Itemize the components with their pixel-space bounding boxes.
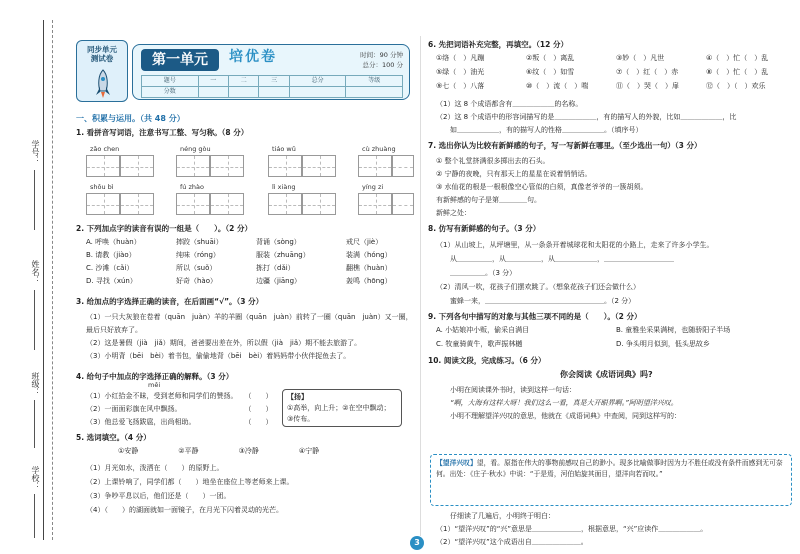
writing-box[interactable] xyxy=(268,155,302,177)
q4-item[interactable]: （2）一面面彩旗在风中飘扬。 （ ） xyxy=(86,405,273,413)
q2-options xyxy=(86,238,416,290)
writing-box[interactable] xyxy=(268,193,302,215)
q6-item[interactable]: （1）这 8 个成语都含有＿＿＿＿＿＿的名称。 xyxy=(436,100,583,108)
word-option: ③冷静 xyxy=(238,447,259,455)
pinyin: néng gòu xyxy=(180,145,211,153)
q8-item: （1）从山坡上，从坪塘里，从一条条开着城球花和太阳花的小路上，走来了许多小学生。 xyxy=(436,241,714,249)
passage-text: 小明在阅读课外书时，读到这样一句话： xyxy=(450,386,576,394)
section-heading: 一、积累与运用。（共 48 分） xyxy=(76,114,185,123)
q7-item: ③ 水仙花的根是一根根像空心管似的白须，真像老爷爷的一簇胡须。 xyxy=(436,183,648,191)
q3-item: 最后只好放弃了。 xyxy=(86,326,142,334)
dashed-cut-line xyxy=(52,20,53,540)
writing-box[interactable] xyxy=(358,155,392,177)
option-row[interactable]: B. 请教（jiào） 纯味（róng） 服装（zhuāng） 装满（hóng） xyxy=(86,251,392,259)
passage xyxy=(436,384,796,423)
title-banner xyxy=(132,44,410,100)
name-label: 姓名： xyxy=(31,260,40,284)
time-limit: 时间：90 分钟 xyxy=(360,51,403,59)
school-label: 学校： xyxy=(31,466,40,490)
q6-idioms xyxy=(436,54,796,96)
unit-title: 第一单元 xyxy=(141,49,219,71)
name-field[interactable] xyxy=(34,290,35,350)
idiom-row[interactable]: ①络（ ）凡蹦 ②叛（ ）离乱 ③妙（ ）凡世 ④（ ）忙（ ）乱 xyxy=(436,54,769,62)
q5-item[interactable]: （1）月光如水，泼洒在（ ）的原野上。 xyxy=(86,464,224,472)
q7-item: ② 宁静的夜晚，只有那天上的星星在说着悄悄话。 xyxy=(436,170,592,178)
q8-answer[interactable]: 从＿＿＿＿＿，从＿＿＿＿＿，从＿＿＿＿＿＿，＿＿＿＿＿＿＿＿＿＿ xyxy=(450,255,674,263)
rocket-icon xyxy=(95,69,111,99)
q4-item[interactable]: （1）小红拾金不昧，受到老师和同学们的赞扬。 （ ） xyxy=(86,392,273,400)
q6-item[interactable]: （2）这 8 个成语中的形容词描写的是＿＿＿＿＿＿，有的描写人的外貌，比如＿＿＿＿＿＿，比 xyxy=(436,113,737,121)
word-option: ④宁静 xyxy=(298,447,320,455)
total-score: 总分：100 分 xyxy=(362,61,403,69)
definition-text: ①高举，向上升；②在空中飘动； xyxy=(287,404,391,412)
q4-title: 4. 给句子中加点的字选择正确的解释。（3 分） xyxy=(76,372,234,381)
test-badge xyxy=(76,40,128,102)
q8-answer[interactable]: 蜜蜂一来，＿＿＿＿＿＿＿＿＿＿＿＿＿＿＿＿＿。（2 分） xyxy=(450,297,636,305)
pinyin-mei: měi xyxy=(148,381,161,389)
q10-items xyxy=(436,510,796,549)
pinyin: lì xiàng xyxy=(272,183,296,191)
score-cell[interactable] xyxy=(259,87,289,98)
q1-title: 1. 看拼音写词语，注意书写工整、写匀称。（8 分） xyxy=(76,128,249,137)
score-head-cell: 等级 xyxy=(346,76,403,87)
writing-box[interactable] xyxy=(302,155,336,177)
score-head-cell: 三 xyxy=(259,76,289,87)
class-label: 班级： xyxy=(31,372,40,396)
writing-box[interactable] xyxy=(86,193,120,215)
option-row[interactable]: A. 呼唤（huàn） 摔跤（shuāi） 背诵（sòng） 戒尺（jiè） xyxy=(86,238,383,246)
class-field[interactable] xyxy=(34,400,35,448)
writing-box[interactable] xyxy=(210,155,244,177)
score-head-cell: 二 xyxy=(228,76,258,87)
dictionary-entry xyxy=(430,454,792,506)
q9-options xyxy=(436,326,796,354)
q3-item[interactable]: （1）一只大灰狼在卷着（quān juàn）羊的羊圈（quān juàn）前转了一圈（quān juàn）又一圈， xyxy=(86,313,413,321)
q5-item[interactable]: （2）上课铃响了，同学们都（ ）地坐在座位上等老师来上课。 xyxy=(86,478,294,486)
q8-items xyxy=(436,238,796,308)
student-id-field[interactable] xyxy=(34,170,35,230)
q10-item[interactable]: （2）“望洋兴叹”这个成语出自＿＿＿＿＿＿＿。 xyxy=(436,538,588,546)
passage-title: 你会阅读《成语词典》吗? xyxy=(560,370,653,379)
passage-text: 仔细读了几遍后，小明终于明白： xyxy=(450,512,555,520)
q8-item: （2）清风一吹，花孩子们摆欢跳了。（想象花孩子们还会做什么） xyxy=(436,283,640,291)
badge-title: 同步单元 测试卷 xyxy=(87,45,117,63)
entry-head: 【望洋兴叹】 xyxy=(436,459,477,467)
q6-title: 6. 先把词语补充完整，再填空。（12 分） xyxy=(428,40,568,49)
option-row[interactable]: C. 沙滩（cǎi） 所以（suǒ） 拣打（dǎi） 翻樵（huàn） xyxy=(86,264,392,272)
writing-box[interactable] xyxy=(210,193,244,215)
writing-box[interactable] xyxy=(176,155,210,177)
school-field[interactable] xyxy=(34,494,35,538)
q7-answer[interactable]: 有新鲜感的句子是第＿＿＿＿句。 xyxy=(436,196,541,204)
q7-answer[interactable]: 新鲜之处： xyxy=(436,209,471,217)
pinyin: cù zhuàng xyxy=(362,145,396,153)
q6-items xyxy=(436,98,796,137)
writing-box[interactable] xyxy=(86,155,120,177)
q9-title: 9. 下列各句中描写的对象与其他三项不同的是（ ）。（2 分） xyxy=(428,312,642,321)
q4-item[interactable]: （3）他总爱飞扬跋扈，出尚相助。 （ ） xyxy=(86,418,273,426)
writing-box[interactable] xyxy=(120,193,154,215)
score-cell[interactable] xyxy=(228,87,258,98)
entry-text: 望，看。原指在伟大的事物前感叹自己的渺小。现多比喻做事时因为力不胜任或没有条件而感到无可奈何。出处：《庄子·秋水》中说：“于是焉，河伯始旋其面目，望洋向若而叹。” xyxy=(436,459,783,478)
q5-items xyxy=(86,461,416,517)
q7-items xyxy=(436,155,796,220)
writing-box[interactable] xyxy=(176,193,210,215)
q3-item[interactable]: （2）这是暑假（jià jiǎ）期间，爸爸要出差在外，所以假（jià jiǎ）期不能去旅游了。 xyxy=(86,339,362,347)
q10-title: 10. 阅读文段，完成练习。（6 分） xyxy=(428,356,546,365)
q4-items xyxy=(86,390,286,429)
q3-items xyxy=(86,311,416,363)
score-head-cell: 总分 xyxy=(289,76,346,87)
q7-item: ① 整个礼堂挤满很多掷出去的石头。 xyxy=(436,157,550,165)
q7-title: 7. 选出你认为比较有新鲜感的句子，写一写新鲜在哪里。（至少选出一句）（3 分） xyxy=(428,141,702,150)
pinyin: fú zhào xyxy=(180,183,204,191)
q5-options xyxy=(118,447,319,456)
option-row[interactable]: C. 牧童骑黄牛，歌声振林樾 D. 争头明月似到，低头思故乡 xyxy=(436,340,710,348)
score-head-cell: 题号 xyxy=(142,76,199,87)
q5-item[interactable]: （3）争吵平息以后，他们还是（ ）一团。 xyxy=(86,492,231,500)
student-id-label: 学号： xyxy=(31,140,40,164)
writing-box[interactable] xyxy=(302,193,336,215)
q8-title: 8. 仿写有新鲜感的句子。（3 分） xyxy=(428,224,541,233)
word-option: ①安静 xyxy=(118,447,139,455)
definition-text: ③传布。 xyxy=(287,415,315,423)
pinyin: shǒu bì xyxy=(90,183,114,191)
passage-text: 小明不理解望洋兴叹的意思，他就在《成语词典》中查阅，同到这样写的： xyxy=(450,412,681,420)
q2-title: 2. 下列加点字的读音有误的一组是（ ）。（2 分） xyxy=(76,224,253,233)
idiom-row[interactable]: ⑨七（ ）八落 ⑩（ ）流（ ）喘 ⑪（ ）哭（ ）扉 ⑫（ ）（ ）欢乐 xyxy=(436,82,766,90)
score-cell[interactable] xyxy=(289,87,346,98)
score-row-label: 分数 xyxy=(142,87,199,98)
definition-head: 【扬】 xyxy=(287,393,308,401)
writing-box[interactable] xyxy=(120,155,154,177)
q10-item[interactable]: （1）“望洋兴叹”的“兴”意思是＿＿＿＿＿＿＿，根据意思，“兴”应读作＿＿＿＿＿＿。 xyxy=(436,525,708,533)
score-head-cell: 一 xyxy=(198,76,228,87)
writing-box[interactable] xyxy=(392,193,414,215)
writing-box[interactable] xyxy=(358,193,392,215)
pinyin: zǎo chen xyxy=(90,145,120,153)
writing-box[interactable] xyxy=(392,155,414,177)
column-divider xyxy=(420,36,421,536)
q5-title: 5. 选词填空。（4 分） xyxy=(76,433,151,442)
pinyin: tiáo wǔ xyxy=(272,145,296,153)
word-option: ②平静 xyxy=(178,447,199,455)
idiom-row[interactable]: ⑤绿（ ）油光 ⑥纹（ ）如雪 ⑦（ ）红（ ）赤 ⑧（ ）忙（ ）乱 xyxy=(436,68,769,76)
score-cell[interactable] xyxy=(346,87,403,98)
paper-type: 培优卷 xyxy=(229,49,277,65)
passage-quote: “啊，大海有这样大呀！我们这么一看，真是大开眼界啊。”阿明望洋兴叹。 xyxy=(450,399,678,407)
option-row[interactable]: A. 小姑娘冲小贩，偷采自满目 B. 童雅坐采果满树，也随骄阳子半场 xyxy=(436,326,731,334)
score-table xyxy=(141,75,403,98)
binding-strip xyxy=(0,0,68,554)
page-number: 3 xyxy=(410,536,424,550)
q5-item[interactable]: （4）（ ）的湖面就如一面镜子，在月光下闪着灵动的光芒。 xyxy=(86,506,283,514)
binding-line xyxy=(43,20,44,540)
q6-item[interactable]: 如＿＿＿＿＿＿，有的描写人的性格＿＿＿＿＿＿。（填序号） xyxy=(450,126,643,134)
pinyin: yíng zi xyxy=(362,183,384,191)
q8-answer[interactable]: ＿＿＿＿＿。（3 分） xyxy=(450,269,517,277)
definition-box xyxy=(282,389,402,427)
q3-title: 3. 给加点的字选择正确的读音，在后面画“√”。（3 分） xyxy=(76,297,264,306)
q3-item[interactable]: （3）小明背（bēi bèi）着书包，偷偷地背（bēi bèi）着妈妈带小伙伴捉鱼去了。 xyxy=(86,352,351,360)
score-cell[interactable] xyxy=(198,87,228,98)
option-row[interactable]: D. 寻找（xún） 好奇（hào） 边疆（jiāng） 轰鸣（hōng） xyxy=(86,277,392,285)
